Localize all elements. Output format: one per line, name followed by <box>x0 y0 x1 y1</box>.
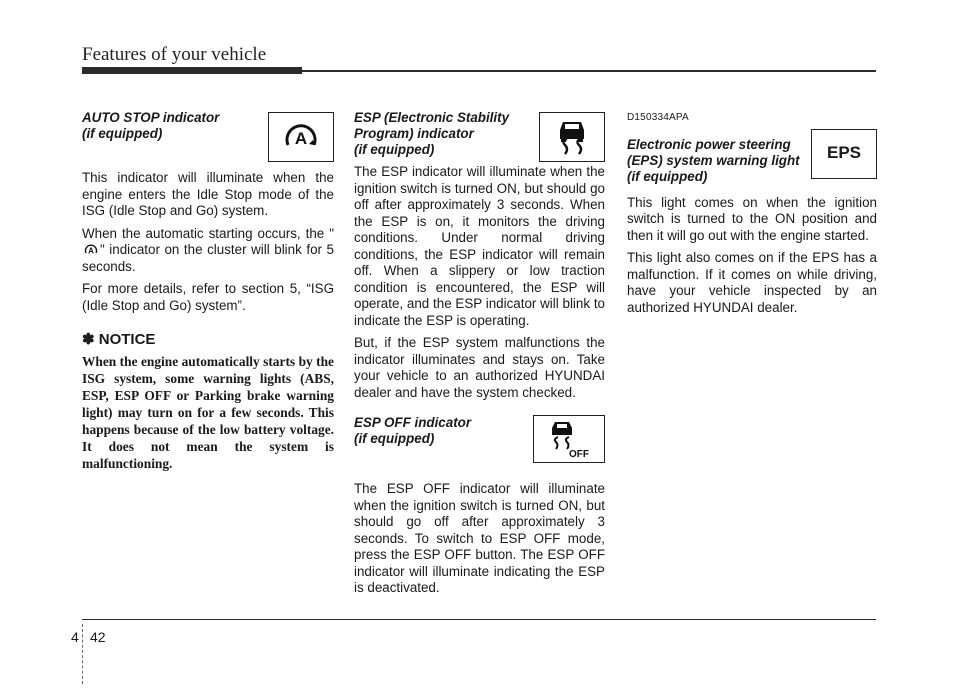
section-code: D150334APA <box>627 112 689 123</box>
esp-off-heading-row <box>354 415 605 481</box>
eps-warning-icon <box>811 129 877 179</box>
section-number: 4 <box>71 629 79 645</box>
esp-indicator-icon <box>539 112 605 162</box>
auto-stop-indicator-icon <box>268 112 334 162</box>
notice-symbol: ✽ <box>82 331 95 348</box>
auto-stop-heading-row <box>82 110 334 170</box>
eps-heading-row <box>627 137 877 195</box>
esp-heading-row <box>354 110 605 164</box>
auto-stop-title: AUTO STOP indicator (if equipped) <box>82 110 220 141</box>
eps-icon-label: EPS <box>826 143 862 163</box>
footer-divider <box>82 624 84 684</box>
column-eps <box>627 110 877 322</box>
column-esp <box>354 110 605 603</box>
auto-stop-inline-icon <box>83 242 99 258</box>
esp-title: ESP (Electronic Stability Program) indicator (if equipped) <box>354 110 510 157</box>
auto-stop-description: This indicator will illuminate when the engine enters the Idle Stop mode of the ISG (Idle Stop and Go) system. <box>82 170 334 218</box>
esp-malfunction-note: But, if the ESP system malfunctions the indicator illuminates and stays on. Take your vehicle to an authorized HYUNDAI dealer and have the system checked. <box>354 335 605 400</box>
esp-off-description: The ESP OFF indicator will illuminate when the ignition switch is turned ON, but should go off after approximately 3 seconds. To switch to ESP OFF mode, press the ESP OFF button. The ESP OFF indicator will illuminate indicating the ESP is deactivated. <box>354 481 605 595</box>
page-header-title: Features of your vehicle <box>82 44 267 65</box>
page-number: 42 <box>90 629 106 645</box>
notice-heading <box>82 332 334 349</box>
auto-stop-reference: For more details, refer to section 5, “ISG (Idle Stop and Go) system”. <box>82 281 334 313</box>
esp-off-title: ESP OFF indicator (if equipped) <box>354 415 472 446</box>
column-auto-stop <box>82 110 334 478</box>
svg-text:A: A <box>88 246 94 256</box>
esp-off-icon-label: OFF <box>569 449 589 459</box>
eps-title: Electronic power steering (EPS) system warning light (if equipped) <box>627 136 800 184</box>
notice-title: NOTICE <box>98 331 156 348</box>
esp-off-indicator-icon <box>533 415 605 463</box>
eps-malfunction-note: This light also comes on if the EPS has a malfunction. If it comes on while driving, have your vehicle inspected by an authorized HYUNDAI dealer. <box>627 250 877 315</box>
esp-description: The ESP indicator will illuminate when the ignition switch is turned ON, but should go off after approximately 3 seconds. When the ESP is on, it monitors the driving conditions. Under normal driving conditions, the ESP indicator will remain off. When a slippery or low traction condition is encountered, the ESP will operate, and the ESP indicator will blink to indicate the ESP is operating. <box>354 164 605 328</box>
svg-text:A: A <box>294 129 308 148</box>
auto-stop-blink-note: When the automatic starting occurs, the " A " indicator on the cluster will blink for 5 seconds. <box>82 225 334 274</box>
header-rule <box>302 70 876 72</box>
header-bar <box>82 67 302 74</box>
eps-description: This light comes on when the ignition switch is turned to the ON position and then it will go out with the engine started. <box>627 194 877 243</box>
footer-rule <box>82 619 876 620</box>
notice-body: When the engine automatically starts by the ISG system, some warning lights (ABS, ESP, ESP OFF or Parking brake warning light) may turn on for a few seconds. This happens because of the low battery voltage. It does not mean the system is malfunctioning. <box>82 353 334 471</box>
